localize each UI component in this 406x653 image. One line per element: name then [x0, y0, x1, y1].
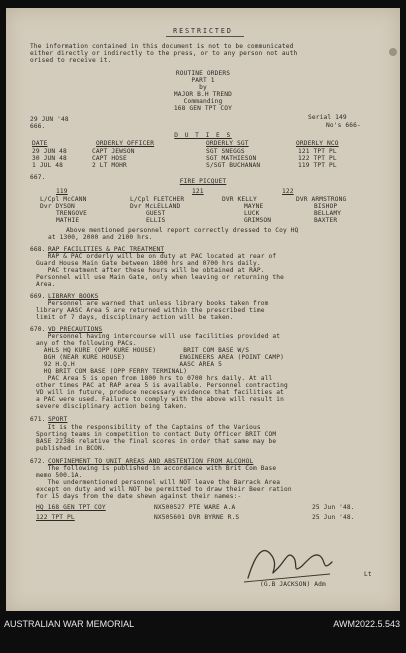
orders-title: ROUTINE ORDERS: [175, 70, 231, 77]
item-body-line: The undermentioned personnel will NOT leave the Barrack Area: [36, 479, 281, 486]
confinement-unit: 122 TPT PL: [36, 514, 75, 521]
item-body-line: Personnel are warned that unless library books taken from: [36, 300, 269, 307]
security-notice-line: The information contained in this document is not to be communicated: [30, 43, 294, 50]
archive-reference: AWM2022.5.543: [333, 619, 400, 629]
handwritten-signature: [242, 538, 338, 586]
duties-cell: SGT MATHIESON: [206, 155, 257, 162]
picquet-unit: 119: [56, 188, 68, 195]
picquet-cell: DVR KELLY: [222, 196, 257, 203]
confinement-soldier: NX500527 PTE WARE A.A: [154, 504, 236, 511]
confinement-unit: HQ 168 GEN TPT COY: [36, 504, 106, 511]
item-body-line: library AASC Area 5 are returned within the prescribed time: [36, 307, 265, 314]
picquet-cell: ELLIS: [146, 217, 166, 224]
confinement-date: 25 Jun '48.: [312, 504, 355, 511]
orders-part: PART 1: [191, 77, 215, 84]
item-title: SPORT: [48, 416, 68, 423]
archive-footer: [0, 611, 406, 653]
item-number: 670.: [30, 326, 46, 333]
item-body-line: memo 500.1A.: [36, 472, 83, 479]
item-body-line: for 15 days from the date shewn against their names:-: [36, 493, 242, 500]
duties-title: D U T I E S: [174, 132, 232, 139]
item-number: 672.: [30, 458, 46, 465]
confinement-date: 25 Jun '48.: [312, 514, 355, 521]
item-title: RAP FACILITIES & PAC TREATMENT: [48, 246, 165, 253]
item-body-line: PAC Area 5 is open from 1800 hrs to 0700 hrs daily. At all: [36, 375, 273, 382]
item-body-line: RAP & PAC orderly will be on duty at PAC located at rear of: [36, 253, 277, 260]
picquet-cell: GRIMSON: [244, 217, 272, 224]
item-body-line: It is the responsibility of the Captains of the Various: [36, 424, 261, 431]
item-body-line: limit of 7 days, disciplinary action will be taken.: [36, 314, 234, 321]
duties-col-date: DATE: [32, 140, 48, 147]
orders-by: by: [199, 84, 207, 91]
duties-col-officer: ORDERLY OFFICER: [96, 140, 155, 147]
picquet-cell: LUCK: [244, 210, 260, 217]
duties-cell: 122 TPT PL: [298, 155, 337, 162]
duties-cell: 30 JUN 48: [32, 155, 67, 162]
item-body-line: BASE 22386 relative the final scores in order that same may be: [36, 438, 277, 445]
security-notice-line: orised to receive it.: [30, 57, 112, 64]
duties-col-nco: ORDERLY NCO: [296, 140, 339, 147]
duties-cell: 121 TPT PL: [298, 148, 337, 155]
picquet-cell: TRENGOVE: [56, 210, 88, 217]
picquet-cell: Dvr DYSON: [40, 203, 75, 210]
picquet-unit: 121: [192, 188, 204, 195]
item-body-line: HQ BRIT COM BASE (OPP FERRY TERMINAL): [36, 368, 188, 375]
item-body-line: Area.: [36, 281, 56, 288]
unit-name: 168 GEN TPT COY: [173, 105, 233, 112]
order-number: 666.: [30, 123, 46, 130]
duties-cell: S/SGT BUCHANAN: [206, 162, 261, 169]
commanding-label: Commanding: [183, 98, 223, 105]
item-number: 671.: [30, 416, 46, 423]
item-title: LIBRARY BOOKS: [48, 293, 99, 300]
picquet-cell: L/Cpl McCANN: [40, 196, 87, 203]
picquet-cell: MAYNE: [244, 203, 264, 210]
picquet-cell: MATHIE: [56, 217, 80, 224]
picquet-title: FIRE PICQUET: [179, 178, 227, 185]
picquet-cell: BISHOP: [314, 203, 338, 210]
item-number: 669.: [30, 293, 46, 300]
item-body-line: except on duty and will NOT be permitted to draw their Beer ration: [36, 486, 292, 493]
duties-cell: 1 JUL 48: [32, 162, 64, 169]
archive-credit: AUSTRALIAN WAR MEMORIAL: [4, 619, 135, 629]
punch-hole: [389, 48, 397, 56]
order-date: 29 JUN '48: [30, 116, 69, 123]
duties-col-sgt: ORDERLY SGT: [206, 140, 249, 147]
item-title: VD PRECAUTIONS: [48, 326, 103, 333]
item-body-line: AHLS HQ KURE (OPP KURE HOUSE) BRIT COM BASE W/S: [36, 347, 250, 354]
picquet-cell: Dvr McLELLAND: [130, 203, 181, 210]
duties-cell: SGT SNEGGS: [206, 148, 245, 155]
item-body-line: Sporting teams in competition to contact Duty Officer BRIT COM: [36, 431, 277, 438]
picquet-cell: DVR ARMSTRONG: [296, 196, 347, 203]
picquet-note: at 1300, 2000 and 2100 hrs.: [48, 234, 153, 241]
signatory-rank: Lt: [364, 571, 372, 578]
item-body-line: Personnel will use Main Gate, only when leaving or returning the: [36, 274, 285, 281]
item-body-line: PAC treatment after these hours will be obtained at RAP.: [36, 267, 265, 274]
item-body-line: The following is published in accordance with Brit Com Base: [36, 465, 277, 472]
item-body-line: Guard House Main Gate between 1800 hrs and 0700 hrs daily.: [36, 260, 261, 267]
serial-number: Serial 149: [308, 114, 347, 121]
item-body-line: Personnel having intercourse will use facilities provided at: [36, 333, 281, 340]
item-body-line: 92 H.Q.H AASC AREA 5: [36, 361, 223, 368]
picquet-cell: GUEST: [146, 210, 166, 217]
security-notice-line: either directly or indirectly to the press, or to any person not auth: [30, 50, 298, 57]
picquet-cell: BAXTER: [314, 217, 338, 224]
commander-name: MAJOR B.H TREND: [173, 91, 233, 98]
classification-stamp: RESTRICTED: [173, 27, 233, 35]
item-number: 668.: [30, 246, 46, 253]
duties-cell: 29 JUN 48: [32, 148, 67, 155]
item-body-line: any of the following PACs.: [36, 340, 137, 347]
picquet-note: Above mentioned personnel report correctly dressed to Coy HQ: [66, 227, 299, 234]
signatory-name: (G.B JACKSON) Adm: [260, 581, 326, 588]
item-body-line: severe disciplinary action being taken.: [36, 403, 188, 410]
picquet-number: 667.: [30, 174, 46, 181]
order-numbers-range: No's 666-: [326, 122, 361, 129]
item-body-line: BGH (NEAR KURE HOUSE) ENGINEERS AREA (POINT CAMP): [36, 354, 285, 361]
picquet-cell: BELLAMY: [314, 210, 342, 217]
item-body-line: a PAC were used. Failure to comply with the above will result in: [36, 396, 285, 403]
document-page: [6, 8, 400, 611]
picquet-unit: 122: [282, 188, 294, 195]
item-title: CONFINEMENT TO UNIT AREAS AND ABSTENTION FROM ALCOHOL: [48, 458, 254, 465]
duties-cell: CAPT JEWSON: [92, 148, 135, 155]
confinement-soldier: NX505601 DVR BYRNE R.S: [154, 514, 240, 521]
classification-underline: [166, 36, 244, 37]
duties-cell: 2 LT MOHR: [92, 162, 127, 169]
item-body-line: VD will in future, produce necessary evidence that facilities at: [36, 389, 285, 396]
duties-cell: 119 TPT PL: [298, 162, 337, 169]
item-body-line: other times PAC at RAP area 5 is available. Personnel contracting: [36, 382, 288, 389]
duties-cell: CAPT HOSE: [92, 155, 127, 162]
item-body-line: published in BCON.: [36, 445, 106, 452]
picquet-cell: L/Cpl FLETCHER: [130, 196, 185, 203]
